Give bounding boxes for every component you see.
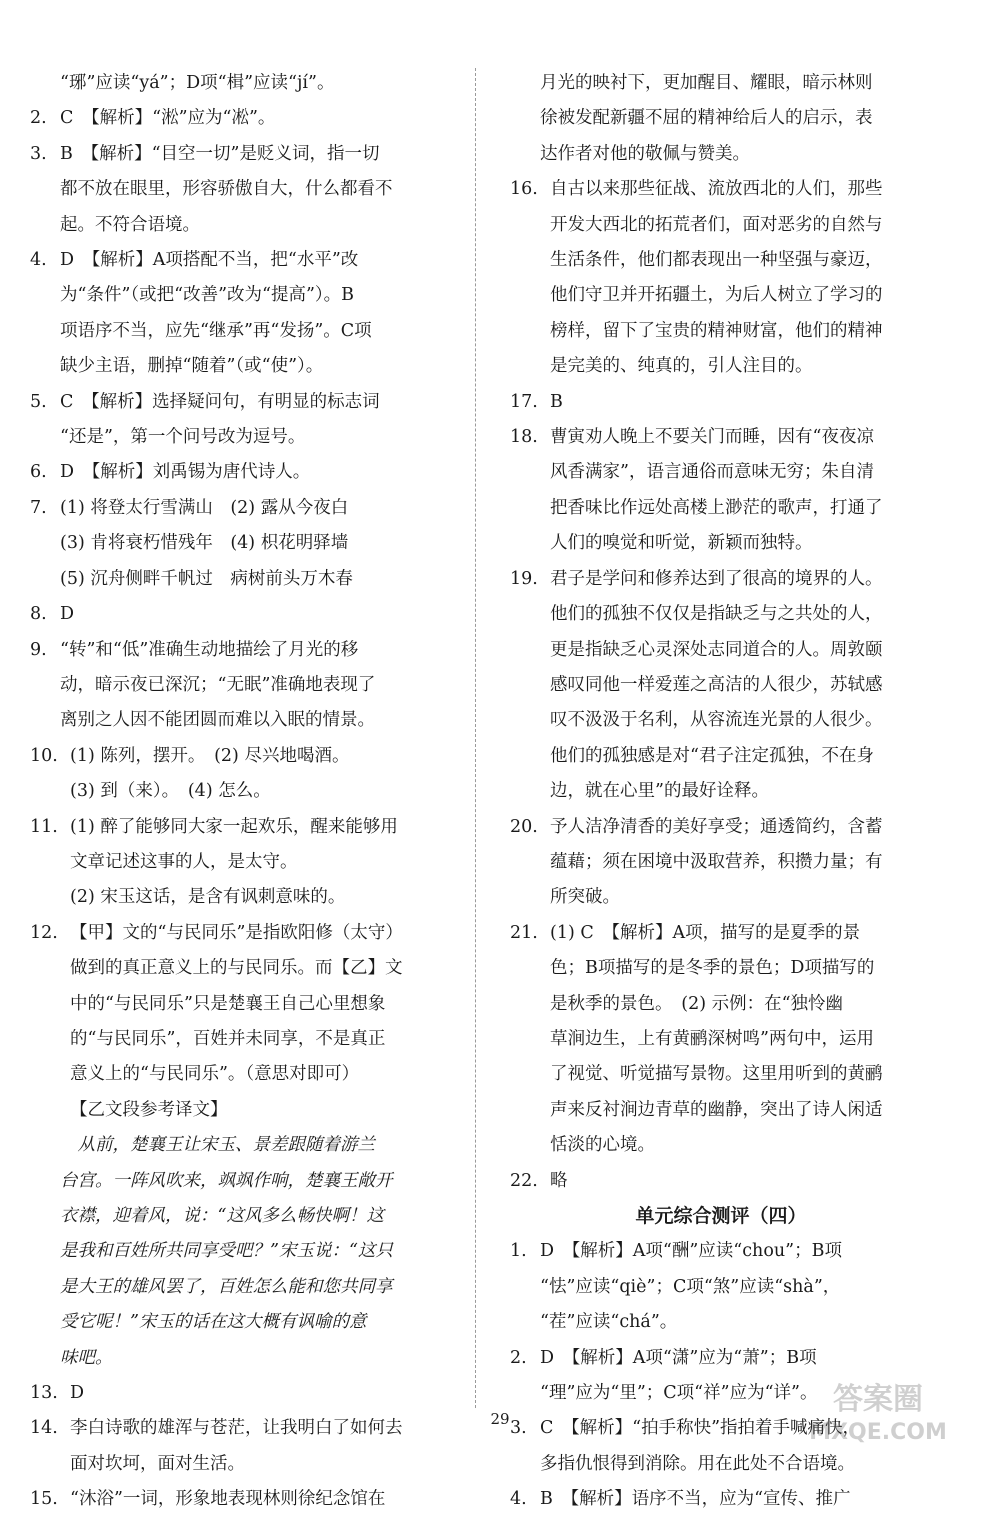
answer-item [510,562,912,810]
answer-number: 4. [510,1489,527,1510]
answer-item [510,1164,912,1199]
answer-number: 7. [30,497,47,518]
answer-text: D 【解析】A项搭配不当，把“水平”改 为“条件”（或把“改善”改为“提高”）。B 项语序不当，应先“继承”再“发扬”。C项 缺少主语，删掉“随着”（或“使”）。 [60,250,372,377]
answer-text: 李白诗歌的雄浑与苍茫，让我明白了如何去 面对坎坷，面对生活。 [70,1418,403,1474]
answer-text: D [60,604,75,625]
answer-item [30,633,438,739]
answer-text: C 【解析】“淞”应为“凇”。 [60,108,276,129]
answer-text: D [70,1383,85,1404]
answer-number: 18. [510,427,538,448]
answer-text: 略 [550,1170,568,1191]
answer-item [30,810,438,916]
answer-text: D 【解析】A项“潇”应为“萧”；B项 “理”应为“里”；C项“祥”应为“详”。 [540,1347,818,1404]
answer-number: 4. [30,250,47,271]
page-number: 29 [490,1410,510,1428]
answer-text: B 【解析】“目空一切”是贬义词，指一切 都不放在眼里，形容骄傲自大，什么都看不 起。不符合语境。 [60,143,393,235]
answer-item [510,1482,912,1517]
answer-number: 8. [30,604,47,625]
answer-number: 13. [30,1383,58,1404]
answer-item [30,385,438,456]
answer-number: 17. [510,391,538,412]
answer-item [510,1234,912,1340]
answer-item [30,916,438,1128]
answer-text: “沐浴”一词，形象地表现林则徐纪念馆在 [70,1489,386,1510]
answer-text: 【甲】文的“与民同乐”是指欧阳修（太守） 做到的真正意义上的与民同乐。而【乙】文 中的“与民同乐”只是楚襄王自己心里想象 的“与民同乐”，百姓并未同享，不是真正 意义上的“与民同乐”。（意思对即可） 【乙文段参考译文】 [70,922,403,1120]
answer-number: 6. [30,462,47,483]
answer-item [30,597,438,632]
answer-text: B [550,391,563,412]
answer-text: (1) 醉了能够同大家一起欢乐，醒来能够用 文章记述这事的人，是太守。 (2) 宋玉这话，是含有讽刺意味的。 [70,816,398,908]
answer-number: 2. [510,1347,527,1368]
answer-number: 3. [30,143,47,164]
answer-text: “转”和“低”准确生动地描绘了月光的移 动，暗示夜已深沉；“无眠”准确地表现了 离别之人因不能团圆而难以入眠的情景。 [60,639,376,731]
answer-text: D 【解析】刘禹锡为唐代诗人。 [60,462,311,483]
answer-number: 19. [510,568,538,589]
answer-number: 14. [30,1418,58,1439]
answer-text: 予人洁净清香的美好享受；通透简约，含蓄 蕴藉；须在困境中汲取营养，积攒力量；有 所突破。 [550,816,883,908]
answer-item [30,137,438,243]
answer-number: 21. [510,922,538,943]
answer-text: “琊”应读“yá”；D项“楫”应读“jí”。 [60,73,335,93]
answer-number: 16. [510,179,538,200]
watermark-logo [778,1375,978,1445]
answer-item [30,739,438,810]
watermark-logo-text: 答案圈 [833,1382,923,1417]
answer-number: 15. [30,1489,58,1510]
answer-number: 12. [30,922,58,943]
answer-number: 1. [510,1241,527,1262]
answer-number: 20. [510,816,538,837]
continued-answer-15: 月光的映衬下，更加醒目、耀眼，暗示林则 徐被发配新疆不屈的精神给后人的启示，表 达作者对他的敬佩与赞美。 [540,73,873,164]
answer-item [30,1482,438,1517]
answer-item [510,420,912,562]
answer-item [30,1376,438,1411]
answer-text: 曹寅劝人晚上不要关门而睡，因有“夜夜凉 风香满家”，语言通俗而意味无穷；朱自清 把香味比作远处高楼上渺茫的歌声，打通了 人们的嗅觉和听觉，新颖而独特。 [550,427,883,554]
left-column [30,66,438,1518]
answer-item [510,172,912,384]
answer-text: D 【解析】A项“酬”应读“chou”；B项 “怯”应读“qiè”；C项“煞”应读“shà”， “茬”应读“chá”。 [540,1241,842,1333]
right-column [510,66,912,1518]
answer-number: 22. [510,1170,538,1191]
answer-text: B 【解析】语序不当，应为“宣传、推广 [540,1489,851,1510]
answer-item [510,916,912,1164]
answer-item [30,101,438,136]
answer-number: 9. [30,639,47,660]
answer-number: 5. [30,391,47,412]
answer-text: 自古以来那些征战、流放西北的人们，那些 开发大西北的拓荒者们，面对恶劣的自然与 生活条件，他们都表现出一种坚强与豪迈， 他们守卫并开拓疆土，为后人树立了学习的 榜样，留下了宝贵的精神财富，他们的精神 是完美的、纯真的，引人注目的。 [550,179,883,377]
answer-item [510,385,912,420]
answer-text: (1) C 【解析】A项，描写的是夏季的景 色；B项描写的是冬季的景色；D项描写的 是秋季的景色。 (2) 示例：在“独怜幽 草涧边生，上有黄鹂深树鸣”两句中，运用 了视觉、听觉描写景物。这里用听到的黄鹂 声来反衬涧边青草的幽静，突出了诗人闲适 恬淡的心境。 [550,922,883,1156]
answer-item [510,810,912,916]
answer-item [30,455,438,490]
translation-passage: 从前，楚襄王让宋玉、景差跟随着游兰 台宫。一阵风吹来，飒飒作响，楚襄王敞开 衣襟，迎着风，说：“这风多么畅快啊！这 是我和百姓所共同享受吧？”宋玉说：“这只 是大王的雄风罢了，百姓怎么能和您共同享 受它呢！”宋玉的话在这大概有讽喻的意 味吧。 [60,1135,393,1368]
answer-number: 2. [30,108,47,129]
answer-item [30,243,438,385]
answer-text: 君子是学问和修养达到了很高的境界的人。 他们的孤独不仅仅是指缺乏与之共处的人， 更是指缺乏心灵深处志同道合的人。周敦颐 感叹同他一样爱莲之高洁的人很少，苏轼感 叹不汲汲于名利，从容流连光景的人很少。 他们的孤独感是对“君子注定孤独，不在身 边，就在心里”的最好诠释。 [550,568,883,802]
answer-item [30,66,438,101]
section-title: 单元综合测评（四） [635,1205,807,1227]
answer-number: 11. [30,816,58,837]
watermark-url: MXQE.COM [809,1420,947,1445]
answer-number: 10. [30,745,58,766]
answer-item [30,491,438,597]
answer-text: C 【解析】“拍手称快”指拍着手喊痛快， 多指仇恨得到消除。用在此处不合语境。 [540,1418,861,1474]
answer-number: 3. [510,1418,527,1439]
column-divider [475,68,476,1408]
answer-text: (1) 陈列，摆开。 (2) 尽兴地喝酒。 (3) 到（来）。 (4) 怎么。 [70,745,350,802]
answer-text: C 【解析】选择疑问句，有明显的标志词 “还是”，第一个问号改为逗号。 [60,391,380,448]
answer-text: (1) 将登太行雪满山 (2) 露从今夜白 (3) 肯将衰朽惜残年 (4) 枳花明驿墙 (5) 沉舟侧畔千帆过 病树前头万木春 [60,497,353,589]
